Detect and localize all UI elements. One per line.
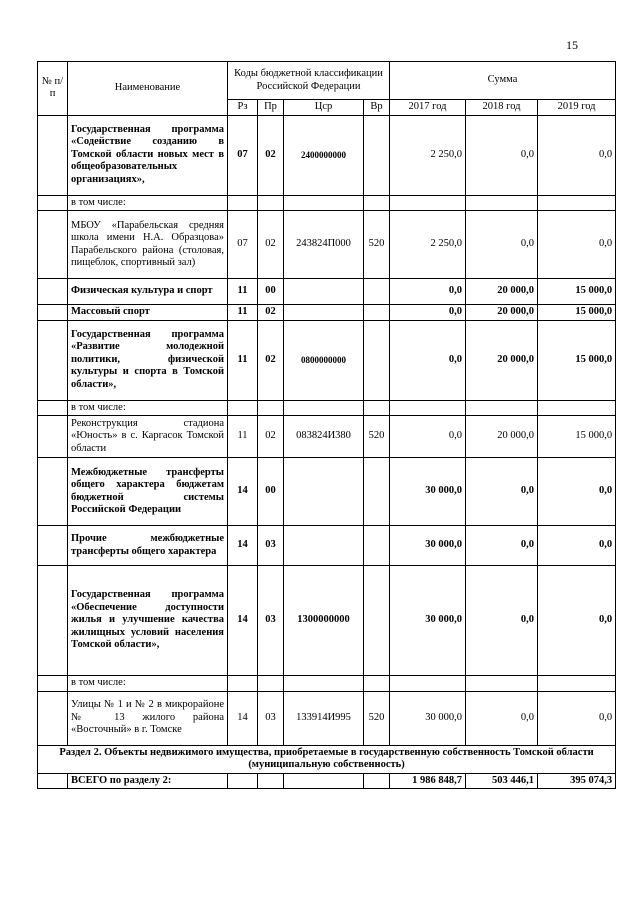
col-header-csr: Цср — [284, 100, 364, 116]
row-2019: 15 000,0 — [538, 305, 616, 321]
row-vr — [364, 566, 390, 676]
row-rz: 11 — [228, 279, 258, 305]
row-rz: 14 — [228, 691, 258, 745]
row-2019: 0,0 — [538, 458, 616, 526]
row-2019: 0,0 — [538, 115, 616, 195]
row-vr — [364, 320, 390, 400]
table-row — [38, 305, 616, 321]
col-header-num: № п/п — [38, 62, 68, 116]
total-2019: 395 074,3 — [538, 773, 616, 789]
row-vr — [364, 279, 390, 305]
col-header-name: Наименование — [68, 62, 228, 116]
row-csr: 1300000000 — [284, 566, 364, 676]
row-rz: 07 — [228, 211, 258, 279]
col-header-2018: 2018 год — [466, 100, 538, 116]
row-name: в том числе: — [68, 195, 228, 211]
row-2018: 0,0 — [466, 526, 538, 566]
row-2019: 0,0 — [538, 566, 616, 676]
table-row — [38, 211, 616, 279]
row-rz: 14 — [228, 458, 258, 526]
row-rz: 14 — [228, 566, 258, 676]
page-number: 15 — [566, 38, 578, 52]
row-name: Государственная программа «Обеспечение доступности жилья и улучшение качества жилищных условий населения Томской области», — [68, 566, 228, 676]
row-2017: 0,0 — [390, 279, 466, 305]
row-vr: 520 — [364, 211, 390, 279]
total-label: ВСЕГО по разделу 2: — [68, 773, 228, 789]
row-pr: 02 — [258, 211, 284, 279]
row-2019: 0,0 — [538, 691, 616, 745]
row-2018: 0,0 — [466, 691, 538, 745]
row-number — [38, 566, 68, 676]
row-rz: 14 — [228, 526, 258, 566]
row-2018: 20 000,0 — [466, 305, 538, 321]
row-number — [38, 320, 68, 400]
row-number — [38, 416, 68, 458]
header-row — [38, 62, 616, 100]
row-number — [38, 676, 68, 692]
row-number — [38, 400, 68, 416]
row-2018: 0,0 — [466, 458, 538, 526]
row-csr: 0800000000 — [284, 320, 364, 400]
col-header-pr: Пр — [258, 100, 284, 116]
total-number — [38, 773, 68, 789]
row-name: в том числе: — [68, 676, 228, 692]
col-header-codes: Коды бюджетной классификации Российской Федерации — [228, 62, 390, 100]
row-2017: 30 000,0 — [390, 458, 466, 526]
row-2017: 2 250,0 — [390, 115, 466, 195]
row-name: Государственная программа «Развитие молодежной политики, физической культуры и спорта в Томской области», — [68, 320, 228, 400]
row-rz: 11 — [228, 416, 258, 458]
row-vr: 520 — [364, 416, 390, 458]
row-pr: 03 — [258, 526, 284, 566]
row-number — [38, 526, 68, 566]
col-header-2017: 2017 год — [390, 100, 466, 116]
table-row — [38, 676, 616, 692]
row-csr: 243824П000 — [284, 211, 364, 279]
row-csr — [284, 458, 364, 526]
row-2018: 20 000,0 — [466, 416, 538, 458]
table-row — [38, 526, 616, 566]
row-2019: 15 000,0 — [538, 279, 616, 305]
row-number — [38, 195, 68, 211]
row-vr — [364, 526, 390, 566]
row-name: Прочие межбюджетные трансферты общего характера — [68, 526, 228, 566]
table-row — [38, 115, 616, 195]
table-row — [38, 195, 616, 211]
table-row — [38, 566, 616, 676]
row-pr: 03 — [258, 566, 284, 676]
row-2018: 20 000,0 — [466, 279, 538, 305]
row-csr — [284, 305, 364, 321]
row-csr — [284, 279, 364, 305]
col-header-rz: Рз — [228, 100, 258, 116]
row-vr — [364, 305, 390, 321]
row-number — [38, 115, 68, 195]
row-name: Реконструкция стадиона «Юность» в с. Каргасок Томской области — [68, 416, 228, 458]
table-row — [38, 458, 616, 526]
row-pr: 03 — [258, 691, 284, 745]
row-2018: 0,0 — [466, 566, 538, 676]
row-csr: 083824И380 — [284, 416, 364, 458]
row-2019: 15 000,0 — [538, 416, 616, 458]
row-2017: 30 000,0 — [390, 691, 466, 745]
row-pr: 00 — [258, 279, 284, 305]
row-csr — [284, 526, 364, 566]
row-2018: 0,0 — [466, 115, 538, 195]
row-csr: 2400000000 — [284, 115, 364, 195]
table-row — [38, 279, 616, 305]
row-vr — [364, 458, 390, 526]
row-2017: 30 000,0 — [390, 566, 466, 676]
row-2017: 2 250,0 — [390, 211, 466, 279]
row-name: Улицы № 1 и № 2 в микрорайоне № 13 жилого района «Восточный» в г. Томске — [68, 691, 228, 745]
row-number — [38, 458, 68, 526]
row-rz: 11 — [228, 320, 258, 400]
row-pr: 02 — [258, 305, 284, 321]
row-pr: 02 — [258, 115, 284, 195]
row-name: Физическая культура и спорт — [68, 279, 228, 305]
row-name: в том числе: — [68, 400, 228, 416]
row-number — [38, 211, 68, 279]
col-header-2019: 2019 год — [538, 100, 616, 116]
total-2017: 1 986 848,7 — [390, 773, 466, 789]
row-pr: 00 — [258, 458, 284, 526]
row-number — [38, 279, 68, 305]
section-2-title: Раздел 2. Объекты недвижимого имущества, приобретаемые в государственную собственность Томской области (муниципальную собственность) — [38, 745, 616, 773]
row-name: Межбюджетные трансферты общего характера бюджетам бюджетной системы Российской Федерации — [68, 458, 228, 526]
budget-table — [37, 61, 616, 789]
row-2017: 30 000,0 — [390, 526, 466, 566]
row-2019: 0,0 — [538, 526, 616, 566]
row-csr: 133914И995 — [284, 691, 364, 745]
row-2019: 0,0 — [538, 211, 616, 279]
row-2017: 0,0 — [390, 416, 466, 458]
section-row — [38, 745, 616, 773]
row-rz: 07 — [228, 115, 258, 195]
row-pr: 02 — [258, 416, 284, 458]
table-row — [38, 691, 616, 745]
row-2018: 0,0 — [466, 211, 538, 279]
row-2017: 0,0 — [390, 305, 466, 321]
row-name: Массовый спорт — [68, 305, 228, 321]
row-name: Государственная программа «Содействие созданию в Томской области новых мест в общеобразовательных организациях», — [68, 115, 228, 195]
col-header-vr: Вр — [364, 100, 390, 116]
total-row — [38, 773, 616, 789]
row-2018: 20 000,0 — [466, 320, 538, 400]
table-row — [38, 320, 616, 400]
table-row — [38, 400, 616, 416]
row-vr: 520 — [364, 691, 390, 745]
row-pr: 02 — [258, 320, 284, 400]
col-header-sum: Сумма — [390, 62, 616, 100]
row-rz: 11 — [228, 305, 258, 321]
row-2017: 0,0 — [390, 320, 466, 400]
row-name: МБОУ «Парабельская средняя школа имени Н.А. Образцова» Парабельского района (столовая, пищеблок, спортивный зал) — [68, 211, 228, 279]
row-2019: 15 000,0 — [538, 320, 616, 400]
table-row — [38, 416, 616, 458]
row-vr — [364, 115, 390, 195]
row-number — [38, 691, 68, 745]
total-2018: 503 446,1 — [466, 773, 538, 789]
row-number — [38, 305, 68, 321]
